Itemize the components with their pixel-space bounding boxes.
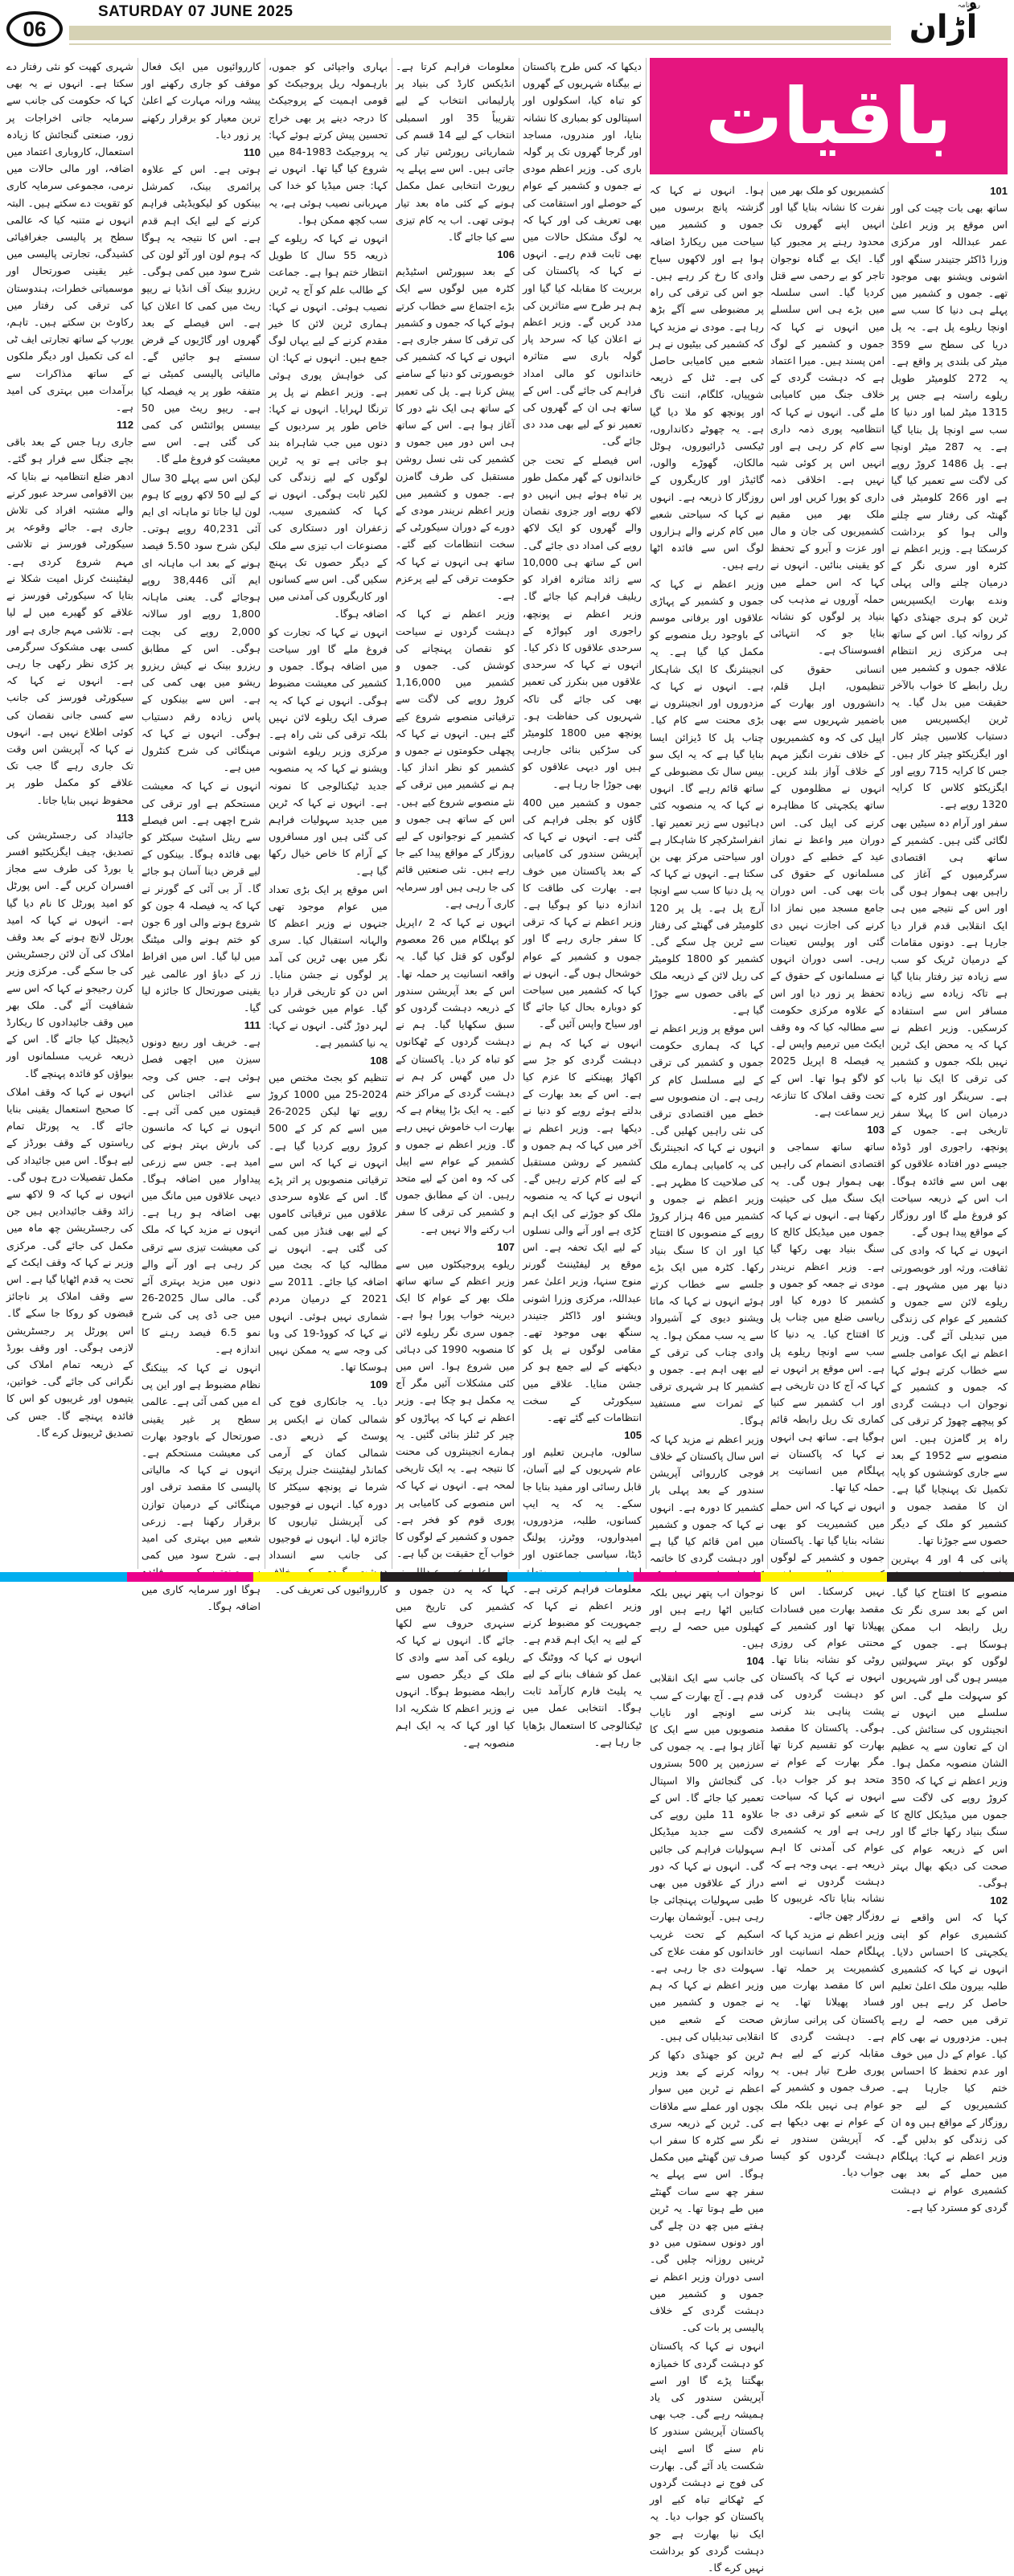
article-paragraph: انہوں نے کہا کہ 2 ؍اپریل کو پہلگام میں 26 معصوم لوگوں کو قتل کیا گیا۔ یہ واقعہ انسانیت پر حملہ تھا۔ اس کے بعد آپریشن سندور کے ذریعہ دہشت گردوں کو سبق سکھایا گیا۔ ہم نے دہشت گردوں کے ٹھکانوں کو تباہ کر دیا۔ پاکستان کے دل میں گھس کر ہم نے دہشت گردی کے مراکز ختم کیے۔ یہ ایک بڑا پیغام ہے کہ بھارت اب خاموش نہیں رہے گا۔ وزیر اعظم نے جموں و کشمیر کے عوام سے اپیل کی کہ وہ امن کے لیے متحد رہیں۔ ان کے مطابق جموں و کشمیر کی ترقی کا سفر اب رکنے والا نہیں ہے۔ bbox=[396, 915, 515, 1235]
article-column-4 bbox=[523, 58, 642, 1748]
article-paragraph: کی جانب سے ایک انقلابی قدم ہے۔ آج بھارت کے سب سے اونچے اور نایاب منصوبوں میں سے ایک کا آغاز ہوا ہے۔ یہ جموں کی سرزمین پر 500 بستروں کی گنجائش والا اسپتال تعمیر کیا جائے گا۔ اس کے علاوہ 11 ملین روپے کی لاگت سے جدید میڈیکل سہولیات فراہم کی جائیں گی۔ انہوں نے کہا کہ دور دراز کے علاقوں میں بھی طبی سہولیات پہنچائی جا رہی ہیں۔ آیوشمان بھارت اسکیم کے تحت غریب خاندانوں کو مفت علاج کی سہولت دی جا رہی ہے۔ وزیر اعظم نے کہا کہ ہم نے جموں و کشمیر میں صحت کے شعبے میں انقلابی تبدیلیاں کی ہیں۔ bbox=[650, 1672, 764, 2042]
article-paragraph: انہوں نے کہا کہ وادی کی ثقافت، ورثہ اور خوبصورتی دنیا بھر میں مشہور ہے۔ ریلوے لائن سے جموں و کشمیر کے عوام کی زندگی میں تبدیلی آئے گی۔ وزیر اعظم نے ایک عوامی جلسے سے خطاب کرتے ہوئے کہا کہ جموں و کشمیر کے نوجوان اب دہشت گردی کو پیچھے چھوڑ کر ترقی کی راہ پر گامزن ہیں۔ اس منصوبے سے 1952 کے بعد سے جاری کوششوں کو پایہ تکمیل تک پہنچایا گیا ہے۔ ان کا مقصد جموں و کشمیر کو ملک کے دیگر حصوں سے جوڑنا تھا۔ bbox=[891, 1244, 1008, 1546]
issue-date: SATURDAY 07 JUNE 2025 bbox=[98, 3, 294, 20]
article-paragraph: اس موقع پر ایک بڑی تعداد میں عوام موجود تھی جنہوں نے وزیر اعظم کا والہانہ استقبال کیا۔ سری نگر میں بھی ٹرین کی آمد پر لوگوں نے جشن منایا۔ اس دن کو تاریخی قرار دیا گیا۔ عوام میں خوشی کی لہر دوڑ گئی۔ انہوں نے کہا: یہ نیا کشمیر ہے۔ bbox=[269, 883, 388, 1049]
article-paragraph: ہوا۔ انہوں نے کہا کہ گزشتہ پانچ برسوں میں جموں و کشمیر میں سیاحت میں ریکارڈ اضافہ ہوا ہے اور لاکھوں سیاح وادی کا رخ کر رہے ہیں۔ جو اس کی ترقی کی راہ پر مضبوطی سے آگے بڑھ رہا ہے۔ مودی نے مزید کہا کہ کشمیر کی بیٹیوں نے ہر شعبے میں کامیابی حاصل کی ہے۔ ٹنل کے ذریعہ شوپیاں، کلگام، اننت ناگ اور پونچھ کو ملا دیا گیا ہے۔ یہ چھوٹے دکانداروں، ٹیکسی ڈرائیوروں، ہوٹل مالکان، گھوڑے والوں، گائیڈز اور کاریگروں کے روزگار کا ذریعہ ہے۔ انہوں نے کہا کہ سیاحتی شعبے میں کام کرنے والے ہزاروں لوگ اس سے فائدہ اٹھا رہے ہیں۔ bbox=[650, 184, 764, 571]
article-paragraph: کہا کہ یہ دن جموں و کشمیر کی تاریخ میں سنہری حروف سے لکھا جائے گا۔ انہوں نے کہا کہ ریلوے کی آمد سے وادی کا ملک کے دیگر حصوں سے رابطہ مضبوط ہوگا۔ انہوں نے وزیر اعظم کا شکریہ ادا کیا اور کہا کہ یہ ایک اہم منصوبہ ہے۔ bbox=[396, 1583, 515, 1749]
header-bar bbox=[69, 26, 891, 40]
article-column-6 bbox=[269, 58, 388, 1595]
article-paragraph: ہوتی ہے۔ اس کے علاوہ پرائمری بینک، کمرشل بینکوں کو لیکویڈیٹی فراہم کرنے کے لیے ایک اہم قدم ہے۔ اس کا نتیجہ یہ ہوگا کہ ہوم لون اور آٹو لون کی شرح سود میں کمی ہوگی۔ ریزرو بینک آف انڈیا نے ریپو ریٹ میں کمی کا اعلان کیا ہے۔ اس فیصلے کے بعد گھروں اور گاڑیوں کے قرض سستے ہو جائیں گے۔ مالیاتی پالیسی کمیٹی نے متفقہ طور پر یہ فیصلہ کیا ہے۔ ریپو ریٹ میں 50 بیسس پوائنٹس کی کمی کی گئی ہے۔ اس سے معیشت کو فروغ ملے گا۔ bbox=[142, 163, 261, 465]
color-swatch bbox=[634, 1572, 761, 1582]
article-paragraph: انہوں نے کہا کہ وقف املاک کا صحیح استعمال یقینی بنایا جائے گا۔ یہ پورٹل تمام ریاستوں کے وقف بورڈز کے لیے ہوگا۔ اس میں جائیداد کی مکمل تفصیلات درج ہوں گی۔ انہوں نے کہا کہ 9 لاکھ سے زائد وقف جائیدادیں ہیں جن کی رجسٹریشن چھ ماہ میں مکمل کی جائے گی۔ مرکزی وزیر نے کہا کہ وقف ایکٹ کے تحت یہ قدم اٹھایا گیا ہے۔ اس سے وقف املاک پر ناجائز قبضوں کو روکا جا سکے گا۔ اس پورٹل پر رجسٹریشن لازمی ہوگی۔ اور وقف بورڈ کے ذریعہ تمام املاک کی نگرانی کی جائے گی۔ خواتین، یتیموں اور غریبوں کو اس کا فائدہ پہنچے گا۔ جس کی تصدیق ٹریبونل کرے گا۔ bbox=[6, 1085, 133, 1439]
color-swatch bbox=[380, 1572, 507, 1582]
article-paragraph: وزیر اعظم نے کہا کہ دہشت گردوں نے سیاحت کو نقصان پہنچانے کی کوشش کی۔ جموں و کشمیر میں 1,16,000 کروڑ روپے کی لاگت سے ترقیاتی منصوبے شروع کیے گئے ہیں۔ انہوں نے کہا کہ پچھلی حکومتوں نے جموں و کشمیر کو نظر انداز کیا۔ ہم نے کشمیر میں ترقی کے نئے منصوبے شروع کیے ہیں۔ اس کے ساتھ ہی جموں و کشمیر کے نوجوانوں کے لیے روزگار کے مواقع پیدا کیے جا رہے ہیں۔ نئی صنعتیں قائم کی جا رہی ہیں اور سرمایہ کاری آ رہی ہے۔ bbox=[396, 608, 515, 910]
article-paragraph: انہوں نے کہا کہ پاکستان کو دہشت گردی کا خمیازہ بھگتنا پڑے گا اور اسے آپریشن سندور کی یاد ہمیشہ رہے گی۔ جب بھی پاکستان آپریشن سندور کا نام سنے گا اسے اپنی شکست یاد آئے گی۔ بھارت کی فوج نے دہشت گردوں کے ٹھکانے تباہ کیے اور پاکستان کو جواب دیا۔ یہ ایک نیا بھارت ہے جو دہشت گردی کو برداشت نہیں کرے گا۔ bbox=[650, 2340, 764, 2574]
article-paragraph: تنظیم کو بجٹ مختص میں 2024-25 میں 1000 کروڑ روپے تھا لیکن 2025-26 میں اسے کم کر کے 500 کروڑ روپے کردیا گیا ہے۔ انہوں نے کہا کہ اس سے ترقیاتی منصوبوں پر اثر پڑے گا۔ اس کے علاوہ سرحدی علاقوں میں ترقیاتی کاموں کے لیے بھی فنڈز میں کمی کی گئی ہے۔ انہوں نے مطالبہ کیا کہ بجٹ میں اضافہ کیا جائے۔ 2011 سے 2021 کے درمیان مردم شماری نہیں ہوئی۔ انہوں نے کہا کہ کووڈ-19 کی وبا کی وجہ سے یہ ممکن نہیں ہوسکا تھا۔ bbox=[269, 1071, 388, 1374]
article-column-5 bbox=[396, 58, 515, 1749]
article-paragraph: اس موقع پر وزیر اعظم نے کہا کہ ہماری حکومت جموں و کشمیر کی ترقی کے لیے مسلسل کام کر رہی ہے۔ ان منصوبوں سے خطے میں اقتصادی ترقی کی نئی راہیں کھلیں گی۔ انہوں نے کہا کہ انجینئرنگ کی یہ کامیابی ہمارے ملک کی صلاحیت کا مظہر ہے۔ وزیر اعظم نے جموں و کشمیر میں 46 ہزار کروڑ روپے کے منصوبوں کا افتتاح کیا اور ان کا سنگ بنیاد رکھا۔ کٹرہ میں ایک بڑے جلسے سے خطاب کرتے ہوئے انہوں نے کہا کہ ماتا ویشنو دیوی کے آشیرواد سے یہ سب ممکن ہوا۔ یہ وادی چناب کی ترقی کے لیے بھی اہم ہے۔ جموں و کشمیر کا ہر شہری ترقی کے ثمرات سے مستفید ہوگا۔ bbox=[650, 1022, 764, 1427]
article-paragraph: انہوں نے کہا کہ ریلوے کے ذریعہ 55 سال کا طویل انتظار ختم ہوا ہے۔ جماعت کے طالب علم کو آج یہ ٹرین نصیب ہوئی۔ انہوں نے کہا: ہماری ٹرین لائن کا خیر مقدم کرنے کے لیے یہاں لوگ جمع ہیں۔ انہوں نے کہا: ان کی خواہش پوری ہوئی ہے۔ وزیر اعظم نے پل پر ترنگا لہرایا۔ انہوں نے کہا: خاص طور پر سردیوں کے دنوں میں جب شاہراہ بند ہو جاتی ہے تو یہ ٹرین لوگوں کے لیے زندگی کی لکیر ثابت ہوگی۔ انہوں نے کہا کہ کشمیری سیب، زعفران اور دستکاری کی مصنوعات اب تیزی سے ملک کے دیگر حصوں تک پہنچ سکیں گی۔ اس سے کسانوں اور کاریگروں کی آمدنی میں اضافہ ہوگا۔ bbox=[269, 232, 388, 620]
article-paragraph: وزیر اعظم نے مزید کہا کہ پہلگام حملہ انسانیت اور کشمیریت پر حملہ تھا۔ اس کا مقصد بھارت میں فساد پھیلانا تھا۔ یہ پاکستان کی پرانی سازش ہے۔ دہشت گردی کا مقابلہ کرنے کے لیے ہم پوری طرح تیار ہیں۔ یہ صرف جموں و کشمیر کے عوام ہی نہیں بلکہ ملک کے عوام نے بھی دیکھا ہے کہ آپریشن سندور نے دہشت گردوں کو کیسا جواب دیا۔ bbox=[770, 1927, 885, 2179]
article-paragraph: ہے۔ خریف اور ربیع دونوں سیزن میں اچھی فصل ہوئی ہے۔ جس کی وجہ سے غذائی اجناس کی قیمتوں میں کمی آئی ہے۔ انہوں نے کہا کہ مانسون کی بارش بہتر ہونے کی امید ہے۔ جس سے زرعی پیداوار میں اضافہ ہوگا۔ دیہی علاقوں میں مانگ میں بھی اضافہ ہو رہا ہے۔ انہوں نے مزید کہا کہ ملک کی معیشت تیزی سے ترقی کر رہی ہے اور آنے والے دنوں میں مزید بہتری آئے گی۔ مالی سال 2025-26 میں جی ڈی پی کی شرح نمو 6.5 فیصد رہنے کا اندازہ ہے۔ bbox=[142, 1036, 261, 1355]
article-paragraph: ریلوے پروجیکٹوں میں سے وزیر اعظم کے ساتھ ساتھ ملک بھر کے عوام کا ایک دیرینہ خواب پورا ہوا ہے۔ جموں سری نگر ریلوے لائن کا منصوبہ 1990 کی دہائی میں شروع ہوا۔ اس میں کئی مشکلات آئیں مگر آج یہ مکمل ہو چکا ہے۔ وزیر اعظم نے کہا کہ پہاڑوں کو چیر کر ٹنلز بنائی گئیں۔ یہ ہمارے انجینئروں کی محنت کا نتیجہ ہے۔ یہ ایک تاریخی لمحہ ہے۔ انہوں نے کہا کہ اس منصوبے کی کامیابی پر پوری قوم کو فخر ہے۔ جموں و کشمیر کے لوگوں کا خواب آج حقیقت بن گیا ہے۔ bbox=[396, 1257, 515, 1560]
color-swatch bbox=[253, 1572, 380, 1582]
article-paragraph: سفر اور آرام دہ سیٹیں بھی لگائی گئی ہیں۔ کشمیر کے ساتھ ہی اقتصادی سرگرمیوں کے آغاز کی راہیں بھی ہموار ہوں گی اور اس کے نتیجے میں ہی ایک انقلابی قدم قرار دیا جارہا ہے۔ دونوں مقامات کے درمیان ٹریک کو سب سے زیادہ تیز رفتار بنایا گیا ہے تاکہ زیادہ سے زیادہ مسافر اس سے استفادہ کرسکیں۔ وزیر اعظم نے کہا کہ یہ محض ایک ٹرین نہیں بلکہ جموں و کشمیر کی ترقی کا ایک نیا باب ہے۔ سرینگر اور کٹرہ کے درمیان اس کا پہلا سفر تاریخی ہے۔ جموں کے پونچھ، راجوری اور ڈوڈہ جیسے دور افتادہ علاقوں کو بھی اس سے فائدہ ہوگا۔ اب اس کے ذریعہ سیاحت کو فروغ ملے گا اور روزگار کے مواقع پیدا ہوں گے۔ bbox=[891, 817, 1008, 1239]
article-paragraph: ساتھ بھی بات چیت کی اور اس موقع پر وزیر اعلیٰ عمر عبداللہ اور مرکزی وزرا ڈاکٹر جتیندر سنگھ اور اشونی ویشنو بھی موجود تھے۔ جموں و کشمیر میں پہلے ہی دنیا کا سب سے اونچا ریلوے پل ہے۔ یہ پل دریا کی سطح سے 359 میٹر کی بلندی پر واقع ہے۔ یہ 272 کلومیٹر طویل ریلوے راستہ ہے جس پر 1315 میٹر لمبا اور دنیا کا سب سے اونچا پل بنایا گیا ہے۔ یہ 287 میٹر اونچا ہے۔ پل 1486 کروڑ روپے کی لاگت سے تعمیر کیا گیا ہے اور 266 کلومیٹر فی گھنٹہ کی رفتار سے چلنے والی ہوا کو برداشت کرسکتا ہے۔ وزیر اعظم نے کٹرہ اور سری نگر کے درمیان چلنے والی پہلی وندے بھارت ایکسپریس ٹرین کو ہری جھنڈی دکھا کر روانہ کیا۔ اس کے ساتھ ہی مرکزی زیر انتظام علاقہ جموں و کشمیر میں ریل رابطے کا خواب بالآخر حقیقت میں بدل گیا۔ یہ ٹرین ایکسپریس میں دستیاب کلاسیں چیئر کار اور ایگزیکٹو چیئر کار ہیں۔ جس کا کرایہ 715 روپے اور ایگزیکٹو کلاس کا کرایہ 1320 روپے ہے۔ bbox=[891, 202, 1008, 811]
article-paragraph: کے بعد سپورٹس اسٹیڈیم کٹرہ میں لوگوں سے ایک بڑے اجتماع سے خطاب کرتے ہوئے کہا کہ جموں و کشمیر کی ترقی کا سفر جاری ہے۔ انہوں نے کہا کہ کشمیر کی خوبصورتی کو دنیا کے سامنے پیش کرنا ہے۔ پل کی تعمیر کے ساتھ ہی ایک نئے دور کا آغاز ہوا ہے۔ اس کے ساتھ ہی اس دور میں جموں و کشمیر کی نئی نسل روشن مستقبل کی طرف گامزن ہے۔ جموں و کشمیر میں وزیر اعظم نریندر مودی کے دورے کے دوران سیکورٹی کے سخت انتظامات کیے گئے۔ ساتھ ہی انہوں نے کہا کہ حکومت ترقی کے لیے پرعزم ہے۔ bbox=[396, 265, 515, 602]
article-paragraph: انہوں نے کہا کہ بینکنگ نظام مضبوط ہے اور این پی اے میں کمی آئی ہے۔ عالمی سطح پر غیر یقینی صورتحال کے باوجود بھارت کی معیشت مستحکم ہے۔ انہوں نے کہا کہ مالیاتی پالیسی کا مقصد ترقی اور مہنگائی کے درمیان توازن برقرار رکھنا ہے۔ زرعی شعبے میں بہتری کی امید ہے۔ شرح سود میں کمی ہوگا اور سرمایہ کاری میں اضافہ ہوگا۔ bbox=[142, 1362, 261, 1612]
article-paragraph: جائیداد کی رجسٹریشن کی تصدیق، چیف ایگزیکٹیو افسر یا بورڈ کی طرف سے مجاز افسران کریں گے۔ اس پورٹل کو امید پورٹل کا نام دیا گیا ہے۔ انہوں نے کہا کہ امید پورٹل لانچ ہونے کے بعد وقف املاک کی آن لائن رجسٹریشن کی جا سکے گی۔ مرکزی وزیر کرن رجیجو نے کہا کہ اس سے شفافیت آئے گی۔ ملک بھر میں وقف جائیدادوں کا ریکارڈ ڈیجیٹل کیا جائے گا۔ اس کے ذریعہ غریب مسلمانوں اور بیواؤں کو فائدہ پہنچے گا۔ bbox=[6, 828, 133, 1079]
article-column-8 bbox=[6, 58, 133, 1569]
article-paragraph: بہاری واجپائی کو جموں، بارہمولہ ریل پروجیکٹ کو قومی اہمیت کے پروجیکٹ کا درجہ دینے پر بھی خراج تحسین پیش کرتے ہوئے کہا: یہ پروجیکٹ 1983-84 میں شروع کیا گیا تھا۔ انہوں نے کہا: جس میڈیا کو خدا کی مہربانی نصیب ہوئی ہے، یہ سب کچھ ممکن ہوا۔ bbox=[269, 60, 388, 226]
article-paragraph: وزیر اعظم نے مزید کہا کہ اس سال پاکستان کے خلاف فوجی کارروائی آپریشن سندور کے بعد پہلی بار کشمیر کا دورہ ہے۔ انہوں نے کہا کہ جموں و کشمیر میں امن قائم کیا گیا ہے اور دہشت گردی کا خاتمہ نوجوان اب پتھر نہیں بلکہ کتابیں اٹھا رہے ہیں اور کھیلوں میں حصہ لے رہے ہیں۔ bbox=[650, 1432, 764, 1650]
story-number: 111 bbox=[244, 1019, 261, 1032]
article-column-2 bbox=[770, 182, 885, 2179]
article-paragraph: انہوں نے کہا کہ ہم نے دہشت گردی کو جڑ سے اکھاڑ پھینکنے کا عزم کیا ہے۔ اس کے بعد بھارت کے بدلتے ہوئے رویے کو دنیا نے دیکھا ہے۔ وزیر اعظم نے آخر میں کہا کہ ہم جموں و کشمیر کے روشن مستقبل کے لیے کام کرتے رہیں گے۔ انہوں نے کہا کہ یہ منصوبہ ملک کو جوڑنے کی ایک اہم کڑی ہے اور آنے والی نسلوں کے لیے ایک تحفہ ہے۔ اس موقع پر لیفٹیننٹ گورنر منوج سنہا، وزیر اعلیٰ عمر عبداللہ، مرکزی وزرا اشونی ویشنو اور ڈاکٹر جتیندر سنگھ بھی موجود تھے۔ مقامی لوگوں نے پل کو دیکھنے کے لیے جمع ہو کر جشن منایا۔ علاقے میں سیکورٹی کے سخت انتظامات کیے گئے تھے۔ bbox=[523, 1036, 642, 1424]
column-divider bbox=[646, 58, 647, 1569]
color-registration-strip bbox=[0, 1572, 1014, 1582]
article-paragraph: سالوں، ماہرین تعلیم اور عام شہریوں کے لیے آسان، قابل رسائی اور مفید بنایا جا سکے۔ یہ کہ یہ ایپ کسانوں، طلبہ، مزدوروں، امیدواروں، ووٹرز، پولنگ ڈیٹا، سیاسی جماعتوں اور معلومات فراہم کرتی ہے۔ وزیر اعظم نے کہا کہ جمہوریت کو مضبوط کرنے کے لیے یہ ایک اہم قدم ہے۔ انہوں نے کہا کہ ووٹنگ کے عمل کو شفاف بنانے کے لیے یہ پلیٹ فارم کارآمد ثابت ہوگا۔ انتخابی عمل میں ٹیکنالوجی کا استعمال بڑھایا جا رہا ہے۔ bbox=[523, 1446, 642, 1748]
masthead-title: اُڑان bbox=[909, 9, 978, 46]
article-paragraph: کارروائیوں میں ایک فعال موقف کو جاری رکھنے اور پیشہ ورانہ مہارت کے اعلیٰ ترین معیار کو برقرار رکھنے پر زور دیا۔ bbox=[142, 60, 261, 141]
story-number: 101 bbox=[990, 185, 1008, 197]
article-paragraph: ساتھ ساتھ سماجی و اقتصادی انضمام کی راہیں بھی ہموار ہوں گی۔ یہ ایک سنگ میل کی حیثیت رکھتا ہے۔ انہوں نے کہا کہ جموں میں میڈیکل کالج کا سنگ بنیاد بھی رکھا گیا ہے۔ وزیر اعظم نریندر مودی نے جمعہ کو جموں و کشمیر کا دورہ کیا اور ریاسی ضلع میں چناب پل کا افتتاح کیا۔ یہ دنیا کا سب سے اونچا ریلوے پل ہے۔ اس موقع پر انہوں نے کہا کہ آج کا دن تاریخی ہے اور اب کشمیر سے کنیا کماری تک ریل رابطہ قائم ہوگیا ہے۔ ساتھ ہی انہوں نے کہا کہ پاکستان نے پہلگام میں انسانیت پر حملہ کیا تھا۔ bbox=[770, 1141, 885, 1494]
article-paragraph: انہوں نے کہا کہ اس حملے میں کشمیریت کو بھی نشانہ بنایا گیا تھا۔ پاکستان جموں و کشمیر کے لوگوں نہیں کرسکتا۔ اس کا مقصد بھارت میں فسادات پھیلانا تھا اور کشمیر کے محنتی عوام کی روزی روٹی کو نشانہ بنانا تھا۔ انہوں نے کہا کہ پاکستان کو دہشت گردوں کی پشت پناہی بند کرنی ہوگی۔ پاکستان کا مقصد بھارت کو تقسیم کرنا تھا مگر بھارت کے عوام نے متحد ہو کر جواب دیا۔ انہوں نے کہا کہ سیاحت کے شعبے کو ترقی دی جا رہی ہے اور یہ کشمیری عوام کی آمدنی کا اہم ذریعہ ہے۔ یہی وجہ ہے کہ دہشت گردوں نے اسے نشانہ بنایا تاکہ غریبوں کا روزگار چھن جائے۔ bbox=[770, 1500, 885, 1922]
section-title: باقیات bbox=[705, 71, 952, 162]
story-number: 110 bbox=[244, 146, 261, 159]
page-header bbox=[0, 0, 1014, 51]
color-swatch bbox=[761, 1572, 888, 1582]
color-swatch bbox=[127, 1572, 254, 1582]
article-paragraph: اس فیصلے کے تحت جن خاندانوں کے گھر مکمل طور پر تباہ ہوئے ہیں انہیں دو لاکھ روپے اور جزوی نقصان والے گھروں کو ایک لاکھ روپے کی امداد دی جائے گی۔ اس کے ساتھ ہی 10,000 سے زائد متاثرہ افراد کو ریلیف فراہم کیا جائے گا۔ وزیر اعظم نے پونچھ، راجوری اور کپواڑہ کے سرحدی علاقوں کا ذکر کیا۔ انہوں نے کہا کہ سرحدی علاقوں میں بنکرز کی تعمیر بھی کی جائے گی تاکہ شہریوں کی حفاظت ہو۔ پونچھ میں 1800 کلومیٹر کی سڑکیں بنائی جارہی ہیں اور دیہی علاقوں کو بھی جوڑا جا رہا ہے۔ bbox=[523, 453, 642, 790]
story-number: 113 bbox=[117, 811, 133, 824]
page-number: 06 bbox=[6, 11, 63, 47]
story-number: 108 bbox=[370, 1054, 388, 1067]
story-number: 107 bbox=[497, 1240, 515, 1253]
article-paragraph: انہوں نے کہا کہ معیشت مستحکم ہے اور ترقی کی شرح اچھی ہے۔ اس فیصلے سے ریئل اسٹیٹ سیکٹر کو بھی فائدہ ہوگا۔ بینکوں کے لیے قرض دینا آسان ہو جائے گا۔ آر بی آئی کے گورنر نے کہا کہ یہ فیصلہ 4 جون کو شروع ہونے والی اور 6 جون کو ختم ہونے والی میٹنگ میں لیا گیا۔ اس میں افراط زر کے دباؤ اور عالمی غیر یقینی صورتحال کا جائزہ لیا گیا۔ bbox=[142, 780, 261, 1014]
story-number: 105 bbox=[624, 1429, 642, 1442]
section-banner bbox=[650, 58, 1008, 174]
article-paragraph: ٹرین کو جھنڈی دکھا کر روانہ کرنے کے بعد وزیر اعظم نے ٹرین میں سوار بچوں اور عملے سے ملاقات کی۔ ٹرین کے ذریعہ سری نگر سے کٹرہ کا سفر اب صرف تین گھنٹے میں مکمل ہوگا۔ اس سے پہلے یہ سفر چھ سے سات گھنٹے میں طے ہوتا تھا۔ یہ ٹرین ہفتے میں چھ دن چلے گی اور دونوں سمتوں میں دو ٹرینیں روزانہ چلیں گی۔ اسی دوران وزیر اعظم نے جموں و کشمیر میں دہشت گردی کے خلاف پالیسی پر بات کی۔ bbox=[650, 2048, 764, 2334]
masthead-tagline: روزنامہ bbox=[957, 2, 980, 10]
story-number: 103 bbox=[867, 1124, 885, 1136]
article-column-7 bbox=[142, 58, 261, 1612]
column-divider bbox=[888, 182, 889, 1569]
story-number: 112 bbox=[117, 419, 133, 432]
article-paragraph: دیا۔ یہ جانکاری فوج کی شمالی کمان نے ایکس پر پوسٹ کے ذریعے دی۔ شمالی کمان کے آرمی کمانڈر لیفٹیننٹ جنرل پرتیک شرما نے پونچھ سیکٹر کا دورہ کیا۔ انہوں نے فوجیوں کی آپریشنل تیاریوں کا جائزہ لیا۔ انہوں نے فوجیوں کی جانب سے انسداد کارروائیوں کی تعریف کی۔ bbox=[269, 1395, 388, 1595]
article-column-1 bbox=[891, 182, 1008, 2214]
article-paragraph: کشمیریوں کو ملک بھر میں نفرت کا نشانہ بنایا گیا اور انہیں اپنے گھروں تک محدود رہنے پر مجبور کیا گیا۔ ایک بے گناہ نوجوان تاجر کو بے رحمی سے قتل کردیا گیا۔ اسی سلسلہ میں بڑے ہی اس سلسلے میں انہوں نے کہا کہ جموں و کشمیر کے لوگ امن پسند ہیں۔ میرا اعتماد ہے کہ دہشت گردی کے خلاف جنگ میں کامیابی ملے گی۔ انہوں نے کہا کہ انتظامیہ پوری ذمہ داری سے کام کر رہی ہے اور انہیں اس پر کوئی شبہ نہیں ہے۔ اخلاقی ذمہ داری کو پورا کریں اور اس ملک بھر میں مقیم کشمیریوں کی جان و مال اور عزت و آبرو کے تحفظ کو یقینی بنائیں۔ انہوں نے کہا کہ اس حملے میں حملہ آوروں نے مذہب کی بنیاد پر لوگوں کو نشانہ بنایا جو کہ انتہائی افسوسناک ہے۔ bbox=[770, 184, 885, 657]
color-swatch bbox=[0, 1572, 127, 1582]
article-paragraph: لیکن اس سے پہلے 30 سال کے لیے 50 لاکھ روپے کا ہوم لون لیا جاتا تو ماہانہ ای ایم آئی 40,231 روپے ہوتی۔ لیکن شرح سود 5.50 فیصد ہونے کے بعد اب ماہانہ ای ایم آئی 38,446 روپے ہوجائے گی۔ یعنی ماہانہ 1,800 روپے اور سالانہ 2,000 روپے کی بچت ہوگی۔ اس کے مطابق ریزرو بینک نے کیش ریزرو ریشو میں بھی کمی کی ہے۔ اس سے بینکوں کے پاس زیادہ رقم دستیاب ہوگی۔ انہوں نے کہا کہ مہنگائی کی شرح کنٹرول میں ہے۔ bbox=[142, 471, 261, 774]
article-paragraph: انسانی حقوق کی تنظیموں، اہل قلم، دانشوروں اور بھارت کے باضمیر شہریوں سے بھی اپیل کی کہ وہ کشمیریوں کے خلاف نفرت انگیز مہم کے خلاف آواز بلند کریں۔ انہوں نے مظلوموں کے ساتھ یکجہتی کا مظاہرہ کرنے کی اپیل کی۔ اس دوران میر واعظ نے نماز عید کے خطبے کے دوران مسلمانوں کے حقوق کی بات بھی کی۔ اس دوران جامع مسجد میں نماز ادا کرنے کی اجازت نہیں دی گئی اور پولیس تعینات رہی۔ اسی دوران انہوں نے مسلمانوں کے حقوق کے تحفظ پر زور دیا اور اس کے علاوہ مرکزی حکومت سے مطالبہ کیا کہ وہ وقف ایکٹ میں ترمیم واپس لے۔ یہ فیصلہ 8 اپریل 2025 کو لاگو ہوا تھا۔ اس کے تحت وقف املاک کا تنازعہ زیر سماعت ہے۔ bbox=[770, 662, 885, 1118]
color-swatch bbox=[507, 1572, 634, 1582]
story-number: 104 bbox=[746, 1655, 764, 1668]
article-paragraph: جاری رہا جس کے بعد باقی بچے جنگل سے فرار ہو گئے۔ ادھر ضلع انتظامیہ نے بتایا کہ بین الاقوامی سرحد عبور کرنے والے مشتبہ افراد کی تلاش جاری ہے۔ جائے وقوعہ پر سیکورٹی فورسز نے تلاشی مہم شروع کردی ہے۔ لیفٹیننٹ کرنل امیت شکلا نے بتایا کہ سیکورٹی فورسز نے علاقے کو گھیرے میں لے لیا ہے۔ تلاشی مہم جاری ہے اور کسی بھی مشکوک سرگرمی پر کڑی نظر رکھی جا رہی ہے۔ انہوں نے کہا کہ سیکورٹی فورسز کی جانب سے کسی جانی نقصان کی کوئی اطلاع نہیں ہے۔ انہوں نے کہا کہ آپریشن اس وقت تک جاری رہے گا جب تک علاقے کو مکمل طور پر محفوظ نہیں بنایا جاتا۔ bbox=[6, 436, 133, 806]
article-paragraph: پانی کی 4 اور 4 بہترین منصوبے کا افتتاح کیا گیا۔ اس کے بعد سری نگر تک ریل رابطہ اب ممکن ہوسکا ہے۔ جموں کے لوگوں کو بہتر سہولتیں میسر ہوں گی اور شہریوں کو سہولت ملے گی۔ اس سلسلے میں انہوں نے انجینئروں کی ستائش کی۔ ان کے تعاون سے یہ عظیم الشان منصوبہ مکمل ہوا۔ وزیر اعظم نے کہا کہ 350 کروڑ روپے کی لاگت سے جموں میں میڈیکل کالج کا سنگ بنیاد رکھا جائے گا اور اس کے ذریعہ عوام کی صحت کی دیکھ بھال بہتر ہوگی۔ bbox=[891, 1553, 1008, 1889]
article-paragraph: جموں و کشمیر میں 400 گاؤں کو بجلی فراہم کی گئی ہے۔ انہوں نے کہا کہ آپریشن سندور کی کامیابی کے بعد پاکستان میں خوف ہے۔ بھارت کی طاقت کا اندازہ دنیا کو ہوگیا ہے۔ وزیر اعظم نے کہا کہ ترقی کا سفر جاری رہے گا اور جموں و کشمیر کے عوام خوشحال ہوں گے۔ انہوں نے کہا کہ کشمیر میں سیاحت کو دوبارہ بحال کیا جائے گا اور سیاح واپس آئیں گے۔ bbox=[523, 796, 642, 1030]
header-rule bbox=[69, 43, 891, 45]
story-number: 109 bbox=[370, 1378, 388, 1391]
masthead-logo bbox=[887, 2, 1000, 48]
article-paragraph: کہا کہ اس واقعے نے کشمیری عوام کو اپنی یکجہتی کا احساس دلایا۔ انہوں نے کہا کہ کشمیری طلبہ بیرون ملک اعلیٰ تعلیم حاصل کر رہے ہیں اور ترقی میں حصہ لے رہے ہیں۔ مزدوروں نے بھی کام کیا۔ عوام کے دل میں خوف اور عدم تحفظ کا احساس ختم کیا جارہا ہے۔ کشمیریوں کے لیے جو روزگار کے مواقع ہیں وہ ان کی زندگی کو بدلیں گے۔ وزیر اعظم نے کہا: پہلگام میں حملے کے بعد بھی کشمیری عوام نے دہشت گردی کو مسترد کیا ہے۔ bbox=[891, 1911, 1008, 2214]
article-paragraph: وزیر اعظم نے کہا کہ جموں و کشمیر کے پہاڑی علاقوں اور برفانی موسم کے باوجود ریل منصوبے کو مکمل کیا گیا ہے۔ یہ انجینئرنگ کا ایک شاہکار ہے۔ انہوں نے کہا کہ مزدوروں اور انجینئروں نے بڑی محنت سے کام کیا۔ چناب پل کا ڈیزائن ایسا بنایا گیا ہے کہ یہ ایک سو بیس سال تک مضبوطی کے ساتھ قائم رہے گا۔ انہوں نے کہا کہ یہ منصوبہ کئی دہائیوں سے زیر تعمیر تھا۔ انفراسٹرکچر کا شاہکار ہے اور سیاحتی مرکز بھی بن سکتا ہے۔ انہوں نے کہا کہ یہ پل دنیا کا سب سے اونچا آرچ پل ہے۔ پل پر 120 کلومیٹر فی گھنٹے کی رفتار سے ٹرین چل سکے گی۔ کشمیر کو 1800 کلومیٹر کی ریل لائن کے ذریعہ ملک کے باقی حصوں سے جوڑا گیا ہے۔ bbox=[650, 577, 764, 1016]
article-paragraph: معلومات فراہم کرتا ہے۔ انڈیکس کارڈ کی بنیاد پر پارلیمانی انتخاب کے لیے تقریباً 35 اور اسمبلی انتخاب کے لیے 14 قسم کی شماریاتی رپورٹس تیار کی جاتی ہیں۔ اس سے پہلے یہ رپورٹ انتخابی عمل مکمل ہونے کے کئی ماہ بعد تیار ہوتی تھی۔ اب یہ کام تیزی سے کیا جائے گا۔ bbox=[396, 60, 515, 244]
article-paragraph: دیکھا کہ کس طرح پاکستان نے بیگناہ شہریوں کے گھروں کو تباہ کیا، اسکولوں اور اسپتالوں کو بمباری کا نشانہ بنایا، اور مندروں، مساجد اور گرجا گھروں تک پر گولہ باری کی۔ وزیر اعظم مودی نے جموں و کشمیر کے عوام کے حوصلے اور استقامت کی بھی تعریف کی اور کہا کہ یہ لوگ مشکل حالات میں بھی ثابت قدم رہے۔ انہوں نے کہا کہ پاکستان کی بربریت کا مقابلہ کیا گیا اور ہم ہر طرح سے متاثرین کی مدد کریں گے۔ وزیر اعظم نے اعلان کیا کہ سرحد پار گولہ باری سے متاثرہ خاندانوں کو مالی امداد فراہم کی جائے گی۔ اس کے ساتھ ہی ان کے گھروں کی تعمیر نو کے لیے بھی مدد دی جائے گی۔ bbox=[523, 60, 642, 448]
article-column-3 bbox=[650, 182, 764, 2574]
column-divider bbox=[767, 182, 768, 1569]
color-swatch bbox=[887, 1572, 1014, 1582]
article-paragraph: شہری کھپت کو نئی رفتار دے سکتا ہے۔ انہوں نے یہ بھی کہا کہ حکومت کی جانب سے سرمایہ جاتی اخراجات پر زور، صنعتی گنجائش کا زیادہ استعمال، کاروباری اعتماد میں اضافہ، اور مالی حالات میں نرمی، مجموعی سرمایہ کاری کو تقویت دے سکتے ہیں۔ البتہ انہوں نے متنبہ کیا کہ عالمی سطح پر پالیسی جغرافیائی کشیدگی، تجارتی پالیسی میں غیر یقینی صورتحال اور موسمیاتی خطرات، ہندوستان کی ترقی کی رفتار میں رکاوٹ بن سکتے ہیں۔ تاہم، یورپ کے ساتھ تجارتی ایف ٹی اے کی تکمیل اور دیگر ملکوں کے ساتھ مذاکرات سے برآمدات میں بہتری کی امید ہے۔ bbox=[6, 60, 133, 414]
article-paragraph: انہوں نے کہا کہ تجارت کو فروغ ملے گا اور سیاحت میں اضافہ ہوگا۔ جموں و کشمیر کی معیشت مضبوط ہوگی۔ انہوں نے کہا کہ یہ صرف ایک ریلوے لائن نہیں بلکہ ترقی کی نئی راہ ہے۔ مرکزی وزیر ریلوے اشونی ویشنو نے کہا کہ یہ منصوبہ جدید ٹیکنالوجی کا نمونہ ہے۔ انہوں نے کہا کہ ٹرین میں جدید سہولیات فراہم کی گئی ہیں اور مسافروں کے آرام کا خاص خیال رکھا گیا ہے۔ bbox=[269, 625, 388, 877]
story-number: 102 bbox=[990, 1894, 1008, 1907]
story-number: 106 bbox=[497, 248, 515, 261]
